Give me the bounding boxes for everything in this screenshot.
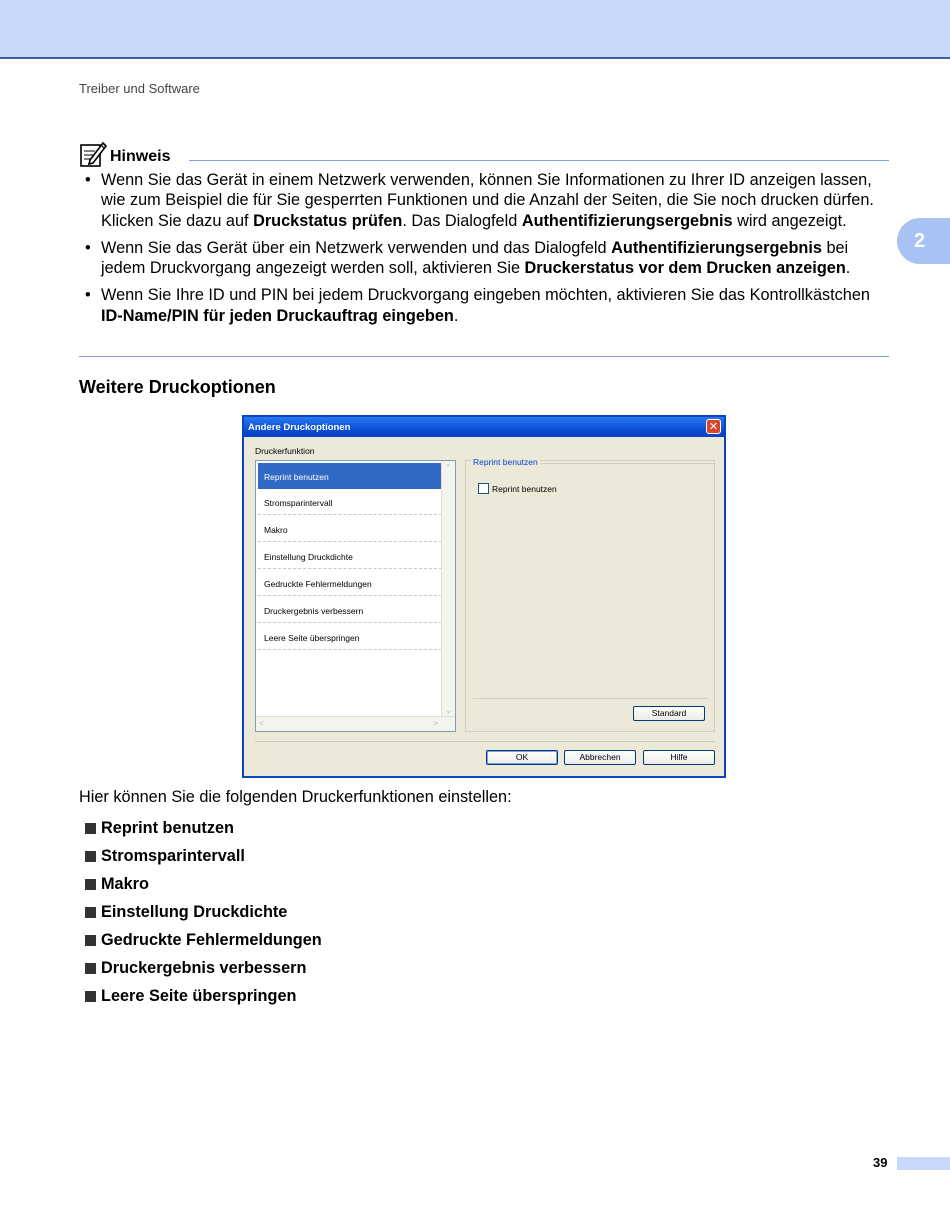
- list-item: [85, 842, 322, 870]
- list-item: [85, 870, 322, 898]
- scroll-left-icon[interactable]: <: [259, 719, 264, 728]
- dialog-title: Andere Druckoptionen: [248, 422, 351, 433]
- note-bold: ID-Name/PIN für jeden Druckauftrag eingeben: [101, 306, 454, 325]
- list-item-macro[interactable]: Makro: [258, 516, 442, 542]
- settings-panel: [465, 460, 715, 732]
- reprint-checkbox-label[interactable]: Reprint benutzen: [492, 483, 557, 494]
- bullet: •: [85, 171, 91, 189]
- list-item-density[interactable]: Einstellung Druckdichte: [258, 543, 442, 569]
- square-bullet-icon: [85, 935, 96, 946]
- note-text: .: [453, 306, 459, 325]
- square-bullet-icon: [85, 851, 96, 862]
- note-item: [79, 170, 891, 231]
- feature-label: Reprint benutzen: [101, 818, 234, 837]
- panel-legend: Reprint benutzen: [473, 457, 538, 467]
- bullet: •: [85, 286, 91, 305]
- note-text: Wenn Sie Ihre ID und PIN bei jedem Druckvorgang eingeben möchten, aktivieren Sie das Kontrollkästchen: [101, 286, 870, 305]
- section-title: Weitere Druckoptionen: [79, 377, 276, 397]
- note-text: .: [845, 259, 851, 278]
- note-text: Wenn Sie das Gerät über ein Netzwerk verwenden und das Dialogfeld: [101, 238, 612, 257]
- horizontal-scrollbar[interactable]: [256, 716, 455, 731]
- vertical-scrollbar[interactable]: [441, 461, 455, 717]
- note-item: [79, 238, 891, 279]
- options-dialog: [242, 415, 726, 778]
- reprint-checkbox[interactable]: [478, 483, 489, 494]
- scroll-down-icon[interactable]: ⌄: [445, 706, 452, 715]
- reprint-checkbox-row[interactable]: [478, 483, 557, 494]
- feature-label: Gedruckte Fehlermeldungen: [101, 930, 322, 949]
- list-item-skip-blank[interactable]: Leere Seite überspringen: [258, 624, 442, 650]
- note-header: [79, 140, 889, 168]
- help-button[interactable]: Hilfe: [643, 750, 715, 765]
- bullet: •: [85, 238, 91, 257]
- note-item: [79, 285, 891, 326]
- list-item-error-messages[interactable]: Gedruckte Fehlermeldungen: [258, 570, 442, 596]
- list-item-improve-output[interactable]: Druckergebnis verbessern: [258, 597, 442, 623]
- feature-label: Druckergebnis verbessern: [101, 958, 307, 977]
- note-bold: Druckerstatus vor dem Drucken anzeigen: [524, 259, 846, 278]
- running-head: Treiber und Software: [79, 81, 200, 96]
- note-list: [79, 170, 891, 333]
- note-bottom-rule: [79, 356, 889, 357]
- list-item-power-save[interactable]: Stromsparintervall: [258, 489, 442, 515]
- dialog-titlebar[interactable]: [244, 417, 724, 437]
- list-item-reprint[interactable]: Reprint benutzen: [258, 463, 442, 489]
- function-group-label: Druckerfunktion: [255, 446, 315, 456]
- scroll-up-icon[interactable]: ⌃: [445, 463, 452, 472]
- page-number: 39: [873, 1155, 888, 1170]
- square-bullet-icon: [85, 963, 96, 974]
- feature-label: Leere Seite überspringen: [101, 986, 297, 1005]
- square-bullet-icon: [85, 823, 96, 834]
- list-item: [85, 954, 322, 982]
- panel-separator: [473, 698, 708, 699]
- close-icon[interactable]: ✕: [706, 419, 721, 434]
- standard-button[interactable]: Standard: [633, 706, 705, 721]
- square-bullet-icon: [85, 879, 96, 890]
- cancel-button[interactable]: Abbrechen: [564, 750, 636, 765]
- note-text: Wenn Sie das Gerät in einem Netzwerk verwenden, können Sie Informationen zu Ihrer ID anzeigen lassen, wie zum Beispiel die für Sie gesperrten Funktionen und die Anzahl der Seiten, die Sie noch drucken dürfen. Klicken Sie dazu auf: [101, 171, 874, 230]
- ok-button[interactable]: OK: [486, 750, 558, 765]
- list-item: [85, 982, 322, 1010]
- note-text: wird angezeigt.: [732, 211, 847, 230]
- note-bold: Druckstatus prüfen: [253, 211, 403, 230]
- chapter-tab: [897, 218, 950, 264]
- feature-list: [85, 814, 322, 1010]
- feature-label: Einstellung Druckdichte: [101, 902, 288, 921]
- note-pencil-icon: [79, 140, 107, 168]
- chapter-number: 2: [913, 229, 926, 252]
- intro-text: Hier können Sie die folgenden Druckerfunktionen einstellen:: [79, 788, 512, 806]
- top-header-band: [0, 0, 950, 59]
- list-item: [85, 926, 322, 954]
- note-text: . Das Dialogfeld: [402, 211, 522, 230]
- list-item: [85, 898, 322, 926]
- note-text: bei jedem Druckvorgang angezeigt werden soll, aktivieren Sie: [101, 238, 849, 278]
- function-list: [255, 460, 456, 732]
- feature-label: Makro: [101, 874, 149, 893]
- note-bold: Authentifizierungsergebnis: [521, 211, 733, 230]
- square-bullet-icon: [85, 991, 96, 1002]
- feature-label: Stromsparintervall: [101, 846, 245, 865]
- note-title: Hinweis: [110, 148, 171, 165]
- dialog-separator: [255, 741, 715, 742]
- list-item: [85, 814, 322, 842]
- note-top-rule: [189, 160, 889, 161]
- footer-band: [897, 1157, 950, 1170]
- square-bullet-icon: [85, 907, 96, 918]
- note-bold: Authentifizierungsergebnis: [611, 238, 822, 257]
- scroll-right-icon[interactable]: >: [433, 719, 438, 728]
